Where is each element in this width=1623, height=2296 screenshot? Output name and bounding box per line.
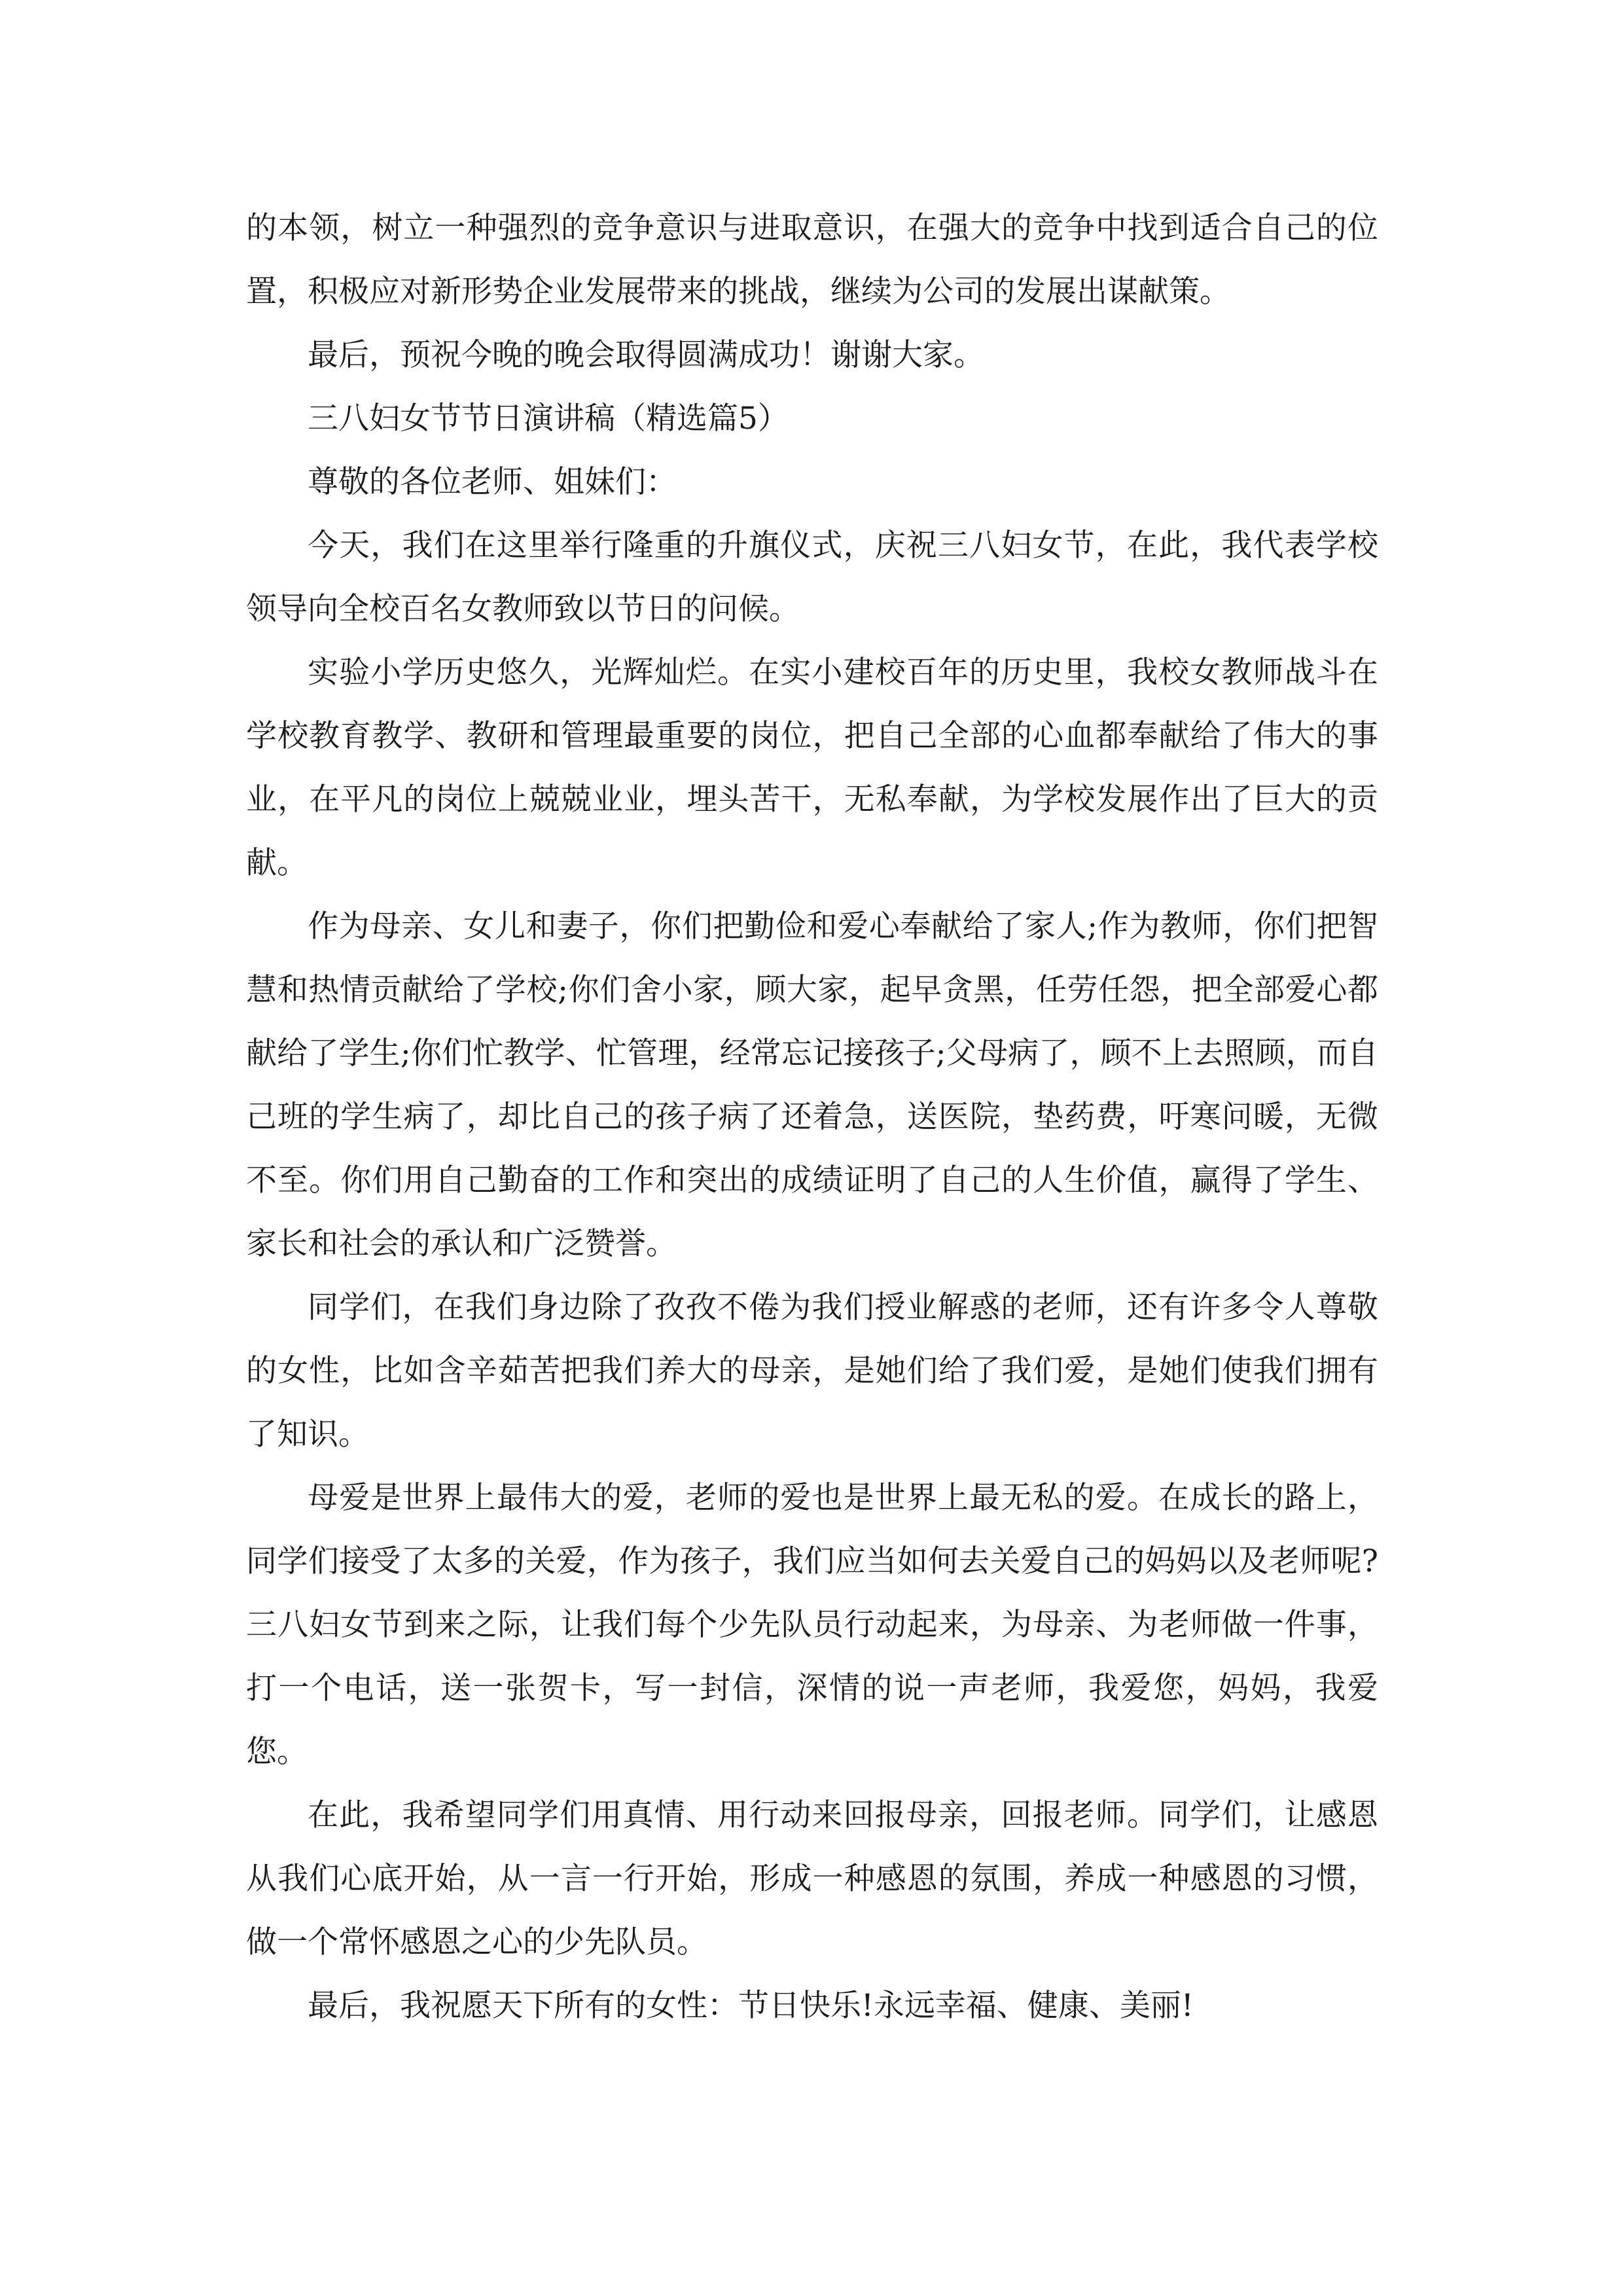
paragraph-closing-wish: 最后，预祝今晚的晚会取得圆满成功！谢谢大家。 [308, 337, 984, 373]
paragraph-respect-women: 同学们，在我们身边除了孜孜不倦为我们授业解惑的老师，还有许多令人尊敬的女性，比如含辛茹苦把我们养大的母亲，是她们给了我们爱，是她们使我们拥有了知识。 [246, 1289, 1378, 1452]
paragraph-teachers-dedication: 作为母亲、女儿和妻子，你们把勤俭和爱心奉献给了家人;作为教师，你们把智慧和热情贡献给了学校;你们舍小家，顾大家，起早贪黑，任劳任怨，把全部爱心都献给了学生;你们忙教学、忙管理，经常忘记接孩子;父母病了，顾不上去照顾，而自己班的学生病了，却比自己的孩子病了还着急，送医院，垫药费，吁寒问暖，无微不至。你们用自己勤奋的工作和突出的成绩证明了自己的人生价值，赢得了学生、家长和社会的承认和广泛赞誉。 [246, 908, 1378, 1262]
paragraph-salutation: 尊敬的各位老师、姐妹们： [308, 464, 677, 500]
paragraph-continuation: 的本领，树立一种强烈的竞争意识与进取意识，在强大的竞争中找到适合自己的位置，积极应对新形势企业发展带来的挑战，继续为公司的发展出谋献策。 [246, 210, 1378, 310]
paragraph-final-wish: 最后，我祝愿天下所有的女性：节日快乐!永远幸福、健康、美丽! [308, 1988, 1194, 2024]
paragraph-opening: 今天，我们在这里举行隆重的升旗仪式，庆祝三八妇女节，在此，我代表学校领导向全校百名女教师致以节日的问候。 [246, 528, 1378, 627]
section-heading: 三八妇女节节日演讲稿（精选篇5） [308, 401, 789, 437]
paragraph-school-history: 实验小学历史悠久，光辉灿烂。在实小建校百年的历史里，我校女教师战斗在学校教育教学、教研和管理最重要的岗位，把自己全部的心血都奉献给了伟大的事业，在平凡的岗位上兢兢业业，埋头苦干，无私奉献，为学校发展作出了巨大的贡献。 [246, 655, 1378, 881]
paragraph-motherly-love: 母爱是世界上最伟大的爱，老师的爱也是世界上最无私的爱。在成长的路上，同学们接受了太多的关爱，作为孩子，我们应当如何去关爱自己的妈妈以及老师呢?三八妇女节到来之际，让我们每个少先队员行动起来，为母亲、为老师做一件事，打一个电话，送一张贺卡，写一封信，深情的说一声老师，我爱您，妈妈，我爱您。 [246, 1480, 1378, 1770]
document-body [246, 196, 1378, 2037]
paragraph-gratitude: 在此，我希望同学们用真情、用行动来回报母亲，回报老师。同学们，让感恩从我们心底开始，从一言一行开始，形成一种感恩的氛围，养成一种感恩的习惯，做一个常怀感恩之心的少先队员。 [246, 1797, 1378, 1960]
